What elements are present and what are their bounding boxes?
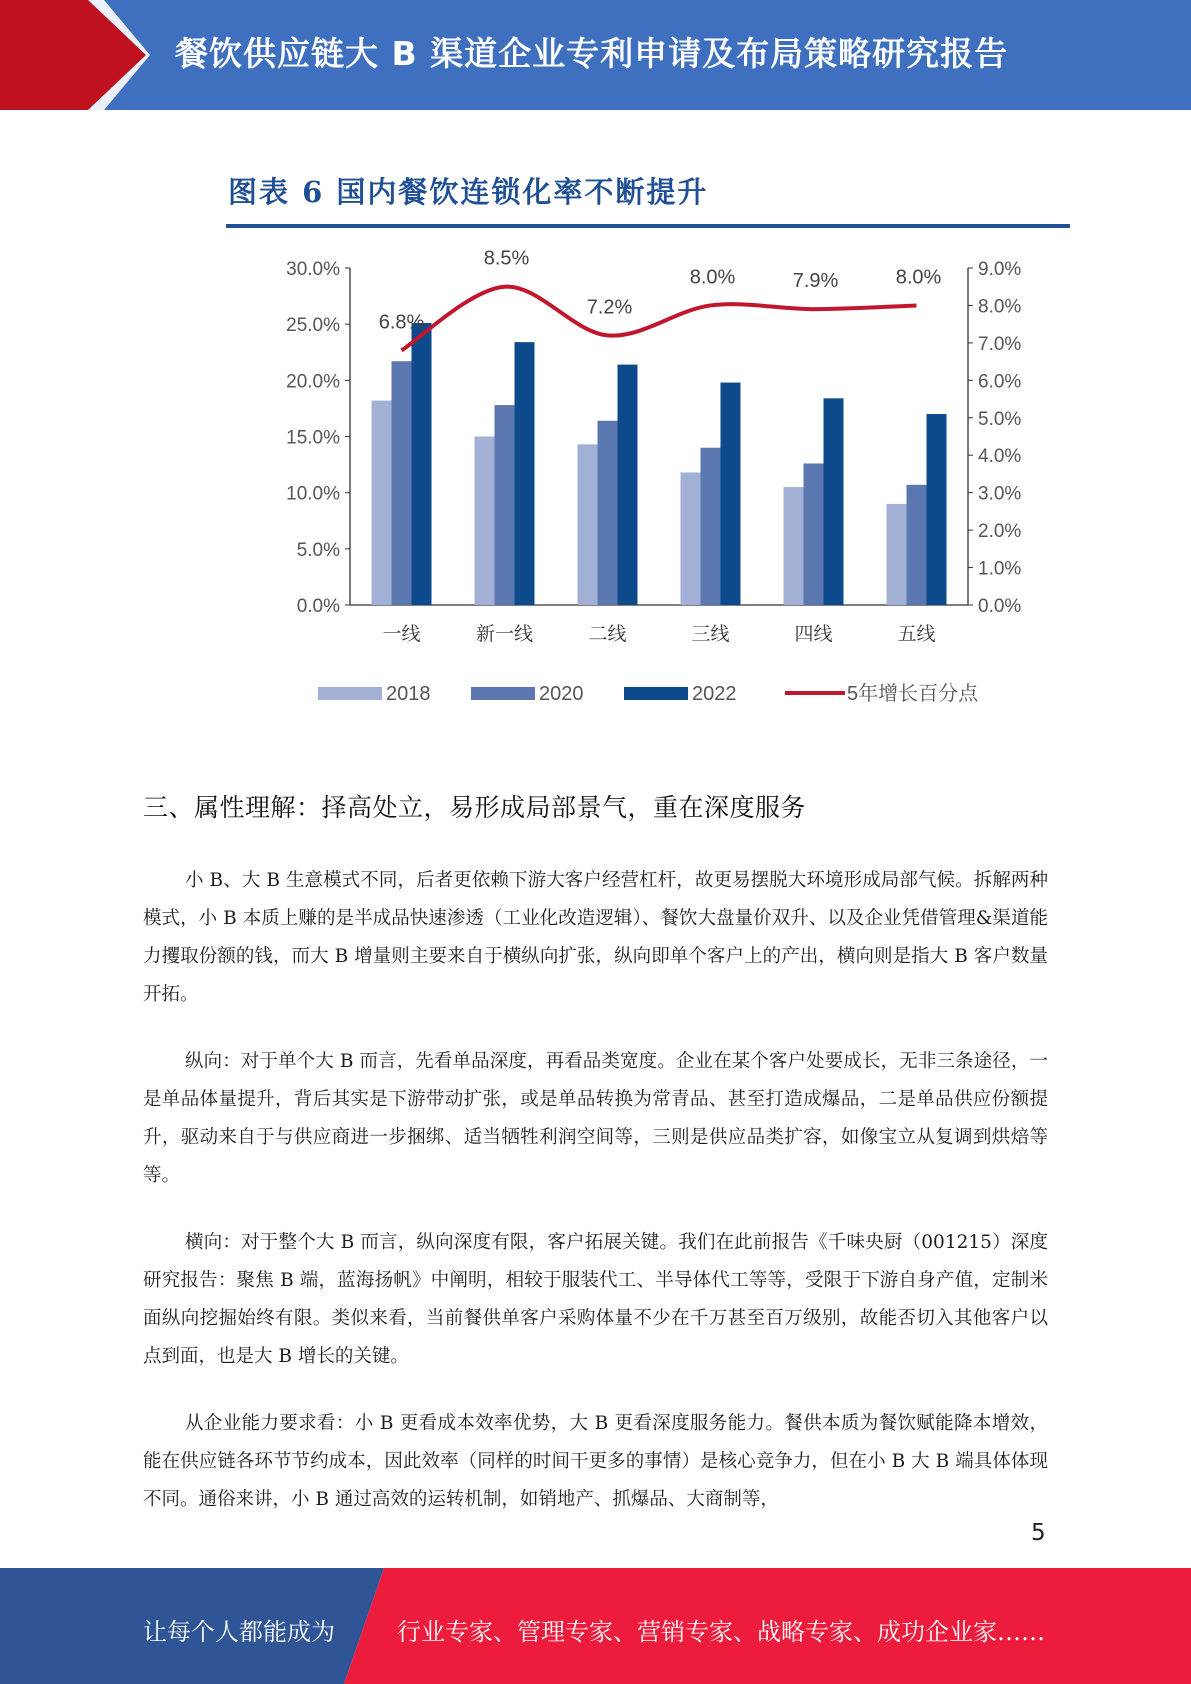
category-label: 五线 <box>897 624 936 645</box>
legend-label: 2022 <box>692 683 737 705</box>
footer-slogan-right: 行业专家、管理专家、营销专家、战略专家、成功企业家…… <box>397 1618 1045 1646</box>
right-tick-label: 3.0% <box>978 483 1022 505</box>
legend-label: 2018 <box>386 683 431 705</box>
bar-2020-5 <box>804 463 824 605</box>
left-tick-label: 0.0% <box>296 596 340 617</box>
category-label: 四线 <box>794 624 833 645</box>
header-bar <box>0 0 1191 110</box>
right-tick-label: 7.0% <box>978 333 1022 355</box>
bar-2020-6 <box>907 485 927 605</box>
bar-2020-2 <box>495 405 515 605</box>
growth-data-label: 7.9% <box>792 270 839 293</box>
paragraph-4: 从企业能力要求看：小 B 更看成本效率优势，大 B 更看深度服务能力。餐供本质为餐饮赋能降本增效，能在供应链各环节节约成本，因此效率（同样的时间干更多的事情）是核心竞争力，但在小 B 大 B 端具体体现不同。通俗来讲，小 B 通过高效的运转机制，如销地产、抓爆品、大商制等， <box>143 1413 1048 1510</box>
left-tick-label: 5.0% <box>296 539 340 561</box>
growth-data-label: 8.5% <box>483 247 530 270</box>
right-tick-label: 2.0% <box>978 521 1022 543</box>
left-tick-label: 25.0% <box>286 315 340 337</box>
left-tick-label: 10.0% <box>286 483 340 505</box>
bar-2018-3 <box>578 444 598 605</box>
bar-2022-3 <box>618 365 638 605</box>
paragraph-3: 横向：对于整个大 B 而言，纵向深度有限，客户拓展关键。我们在此前报告《千味央厨（001215）深度研究报告：聚焦 B 端，蓝海扬帆》中阐明，相较于服装代工、半导体代工等等，受限于下游自身产值，定制米面纵向挖掘始终有限。类似来看，当前餐供单客户采购体量不少在千万甚至百万级别，故能否切入其他客户以点到面，也是大 B 增长的关键。 <box>143 1232 1048 1367</box>
legend-label: 2020 <box>539 683 584 705</box>
footer-slogan-left: 让每个人都能成为 <box>143 1618 335 1646</box>
chain-rate-chart <box>180 235 1090 720</box>
growth-data-label: 7.2% <box>586 296 633 319</box>
legend-label: 5年增长百分点 <box>847 683 979 705</box>
bar-2018-1 <box>372 401 392 605</box>
figure-divider <box>226 224 1070 228</box>
header-red-arrow <box>0 0 150 110</box>
growth-data-label: 8.0% <box>689 266 736 289</box>
growth-data-label: 8.0% <box>895 266 942 289</box>
bar-2018-2 <box>475 437 495 606</box>
left-tick-label: 15.0% <box>286 427 340 449</box>
bar-2020-3 <box>598 421 618 605</box>
page-number: 5 <box>1031 1520 1046 1546</box>
right-tick-label: 9.0% <box>978 259 1022 280</box>
bar-2022-6 <box>927 414 947 605</box>
bar-2022-1 <box>412 323 432 605</box>
growth-data-label: 6.8% <box>378 311 425 334</box>
right-tick-label: 5.0% <box>978 408 1022 430</box>
paragraph-1: 小 B、大 B 生意模式不同，后者更依赖下游大客户经营杠杆，故更易摆脱大环境形成局部气候。拆解两种模式，小 B 本质上赚的是半成品快速渗透（工业化改造逻辑）、餐饮大盘量价双升、以及企业凭借管理&渠道能力攫取份额的钱，而大 B 增量则主要来自于横纵向扩张，纵向即单个客户上的产出，横向则是指大 B 客户数量开拓。 <box>143 870 1048 1005</box>
legend-swatch-2020 <box>471 687 535 700</box>
legend-swatch-2022 <box>624 687 688 700</box>
document-title: 餐饮供应链大 B 渠道企业专利申请及布局策略研究报告 <box>175 34 1009 73</box>
paragraph-2: 纵向：对于单个大 B 而言，先看单品深度，再看品类宽度。企业在某个客户处要成长，无非三条途径，一是单品体量提升，背后其实是下游带动扩张，或是单品转换为常青品、甚至打造成爆品，二是单品供应份额提升，驱动来自于与供应商进一步捆绑、适当牺牲利润空间等，三则是供应品类扩容，如像宝立从复调到烘焙等等。 <box>143 1051 1048 1186</box>
right-tick-label: 6.0% <box>978 371 1022 393</box>
figure-caption: 图表 6 国内餐饮连锁化率不断提升 <box>228 175 709 209</box>
bar-2022-2 <box>515 342 535 605</box>
section-title: 三、属性理解：择高处立，易形成局部景气，重在深度服务 <box>143 793 807 822</box>
category-label: 新一线 <box>475 624 534 645</box>
bar-2020-1 <box>392 361 412 605</box>
legend-swatch-2018 <box>318 687 382 700</box>
category-label: 三线 <box>691 624 730 645</box>
category-label: 一线 <box>382 624 421 645</box>
bar-2020-4 <box>701 448 721 605</box>
right-tick-label: 0.0% <box>978 596 1022 617</box>
right-tick-label: 4.0% <box>978 446 1022 468</box>
left-tick-label: 30.0% <box>286 259 340 280</box>
bar-2018-4 <box>681 472 701 605</box>
bar-2022-5 <box>824 398 844 605</box>
bar-2018-6 <box>887 504 907 605</box>
right-tick-label: 1.0% <box>978 558 1022 580</box>
bar-2022-4 <box>721 383 741 605</box>
left-tick-label: 20.0% <box>286 371 340 393</box>
growth-line <box>402 287 917 351</box>
category-label: 二线 <box>588 624 627 645</box>
bar-2018-5 <box>784 487 804 605</box>
right-tick-label: 8.0% <box>978 296 1022 318</box>
